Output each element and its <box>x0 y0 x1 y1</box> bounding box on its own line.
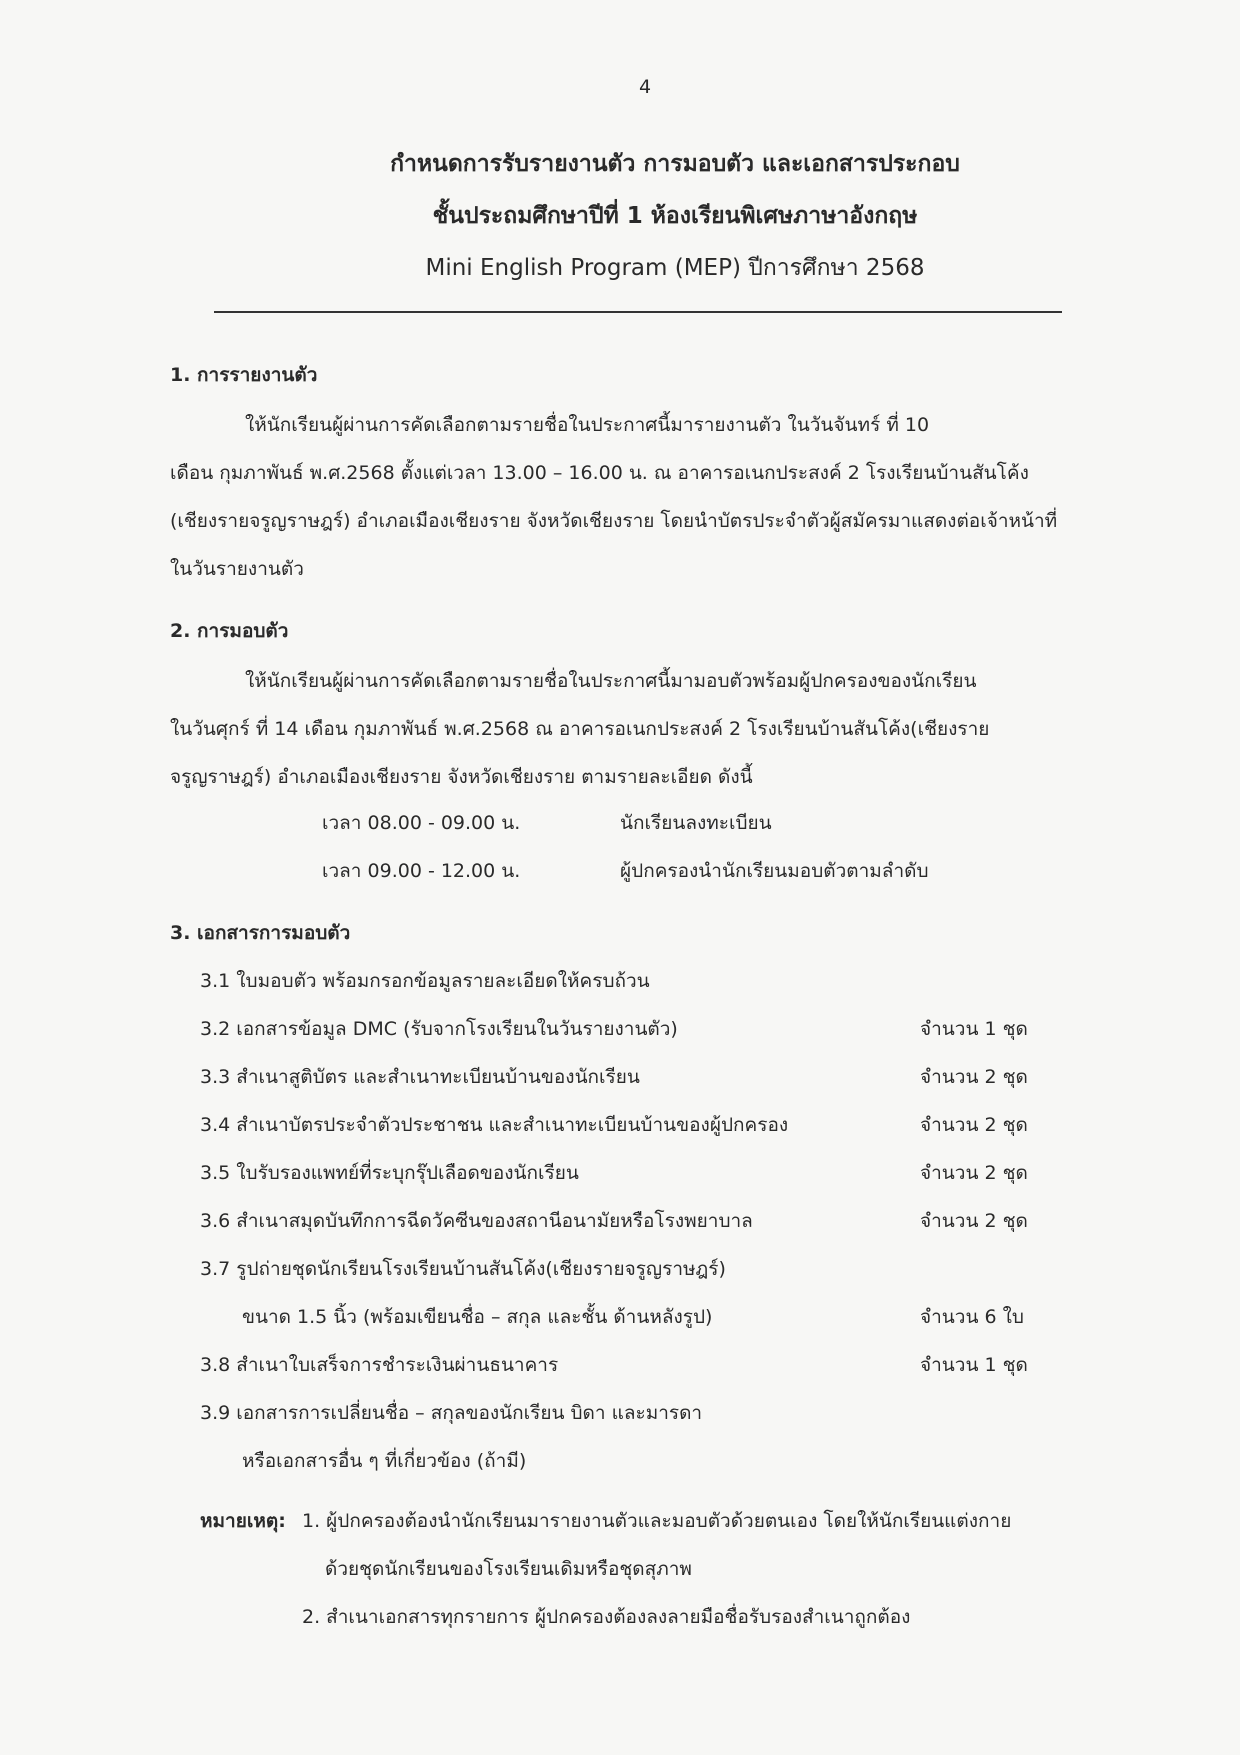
document-quantity: จำนวน 2 ชุด <box>920 1162 1028 1184</box>
document-item-continued: ขนาด 1.5 นิ้ว (พร้อมเขียนชื่อ – สกุล และชั้น ด้านหลังรูป) <box>242 1306 713 1328</box>
document-item: 3.8 สำเนาใบเสร็จการชำระเงินผ่านธนาคาร <box>200 1354 559 1376</box>
document-quantity: จำนวน 6 ใบ <box>920 1306 1024 1328</box>
remark-line: 1. ผู้ปกครองต้องนำนักเรียนมารายงานตัวและมอบตัวด้วยตนเอง โดยให้นักเรียนแต่งกาย <box>302 1510 1012 1532</box>
document-item: 3.1 ใบมอบตัว พร้อมกรอกข้อมูลรายละเอียดให้ครบถ้วน <box>200 970 650 992</box>
document-item: 3.3 สำเนาสูติบัตร และสำเนาทะเบียนบ้านของนักเรียน <box>200 1066 640 1088</box>
section2-line: ในวันศุกร์ ที่ 14 เดือน กุมภาพันธ์ พ.ศ.2568 ณ อาคารอเนกประสงค์ 2 โรงเรียนบ้านสันโค้ง(เชียงราย <box>170 718 990 740</box>
document-item: 3.6 สำเนาสมุดบันทึกการฉีดวัคซีนของสถานีอนามัยหรือโรงพยาบาล <box>200 1210 753 1232</box>
document-quantity: จำนวน 2 ชุด <box>920 1114 1028 1136</box>
title-line-2: ชั้นประถมศึกษาปีที่ 1 ห้องเรียนพิเศษภาษาอังกฤษ <box>432 203 918 229</box>
title-divider <box>214 311 1062 313</box>
remarks-label: หมายเหตุ: <box>200 1510 286 1532</box>
document-quantity: จำนวน 1 ชุด <box>920 1354 1028 1376</box>
document-item: 3.5 ใบรับรองแพทย์ที่ระบุกรุ๊ปเลือดของนักเรียน <box>200 1162 579 1184</box>
title-line-1: กำหนดการรับรายงานตัว การมอบตัว และเอกสารประกอบ <box>390 151 960 177</box>
document-item: 3.9 เอกสารการเปลี่ยนชื่อ – สกุลของนักเรียน บิดา และมารดา <box>200 1402 703 1424</box>
section1-heading: 1. การรายงานตัว <box>170 364 318 386</box>
document-item: 3.4 สำเนาบัตรประจำตัวประชาชน และสำเนาทะเบียนบ้านของผู้ปกครอง <box>200 1114 789 1136</box>
section1-line: เดือน กุมภาพันธ์ พ.ศ.2568 ตั้งแต่เวลา 13.00 – 16.00 น. ณ อาคารอเนกประสงค์ 2 โรงเรียนบ้านสันโค้ง <box>170 462 1029 484</box>
schedule-activity: นักเรียนลงทะเบียน <box>620 812 772 834</box>
schedule-time: เวลา 08.00 - 09.00 น. <box>322 812 521 834</box>
document-quantity: จำนวน 2 ชุด <box>920 1210 1028 1232</box>
section2-line: จรูญราษฎร์) อำเภอเมืองเชียงราย จังหวัดเชียงราย ตามรายละเอียด ดังนี้ <box>170 766 753 788</box>
schedule-time: เวลา 09.00 - 12.00 น. <box>322 860 521 882</box>
title-line-3: Mini English Program (MEP) ปีการศึกษา 2568 <box>425 255 925 281</box>
remark-line: ด้วยชุดนักเรียนของโรงเรียนเดิมหรือชุดสุภาพ <box>325 1558 692 1580</box>
section1-line: (เชียงรายจรูญราษฎร์) อำเภอเมืองเชียงราย จังหวัดเชียงราย โดยนำบัตรประจำตัวผู้สมัครมาแสดงต่อเจ้าหน้าที่ <box>170 510 1058 532</box>
schedule-activity: ผู้ปกครองนำนักเรียนมอบตัวตามลำดับ <box>620 860 929 882</box>
section3-heading: 3. เอกสารการมอบตัว <box>170 922 351 944</box>
section1-line: ในวันรายงานตัว <box>170 558 304 580</box>
section2-line: ให้นักเรียนผู้ผ่านการคัดเลือกตามรายชื่อในประกาศนี้มามอบตัวพร้อมผู้ปกครองของนักเรียน <box>245 670 977 692</box>
document-item-continued: หรือเอกสารอื่น ๆ ที่เกี่ยวข้อง (ถ้ามี) <box>242 1450 527 1472</box>
page-number: 4 <box>638 76 652 98</box>
document-item: 3.7 รูปถ่ายชุดนักเรียนโรงเรียนบ้านสันโค้ง(เชียงรายจรูญราษฎร์) <box>200 1258 726 1280</box>
remark-line: 2. สำเนาเอกสารทุกรายการ ผู้ปกครองต้องลงลายมือชื่อรับรองสำเนาถูกต้อง <box>302 1606 911 1628</box>
document-item: 3.2 เอกสารข้อมูล DMC (รับจากโรงเรียนในวันรายงานตัว) <box>200 1018 678 1040</box>
document-quantity: จำนวน 2 ชุด <box>920 1066 1028 1088</box>
document-quantity: จำนวน 1 ชุด <box>920 1018 1028 1040</box>
section2-heading: 2. การมอบตัว <box>170 620 289 642</box>
section1-line: ให้นักเรียนผู้ผ่านการคัดเลือกตามรายชื่อในประกาศนี้มารายงานตัว ในวันจันทร์ ที่ 10 <box>245 414 930 436</box>
